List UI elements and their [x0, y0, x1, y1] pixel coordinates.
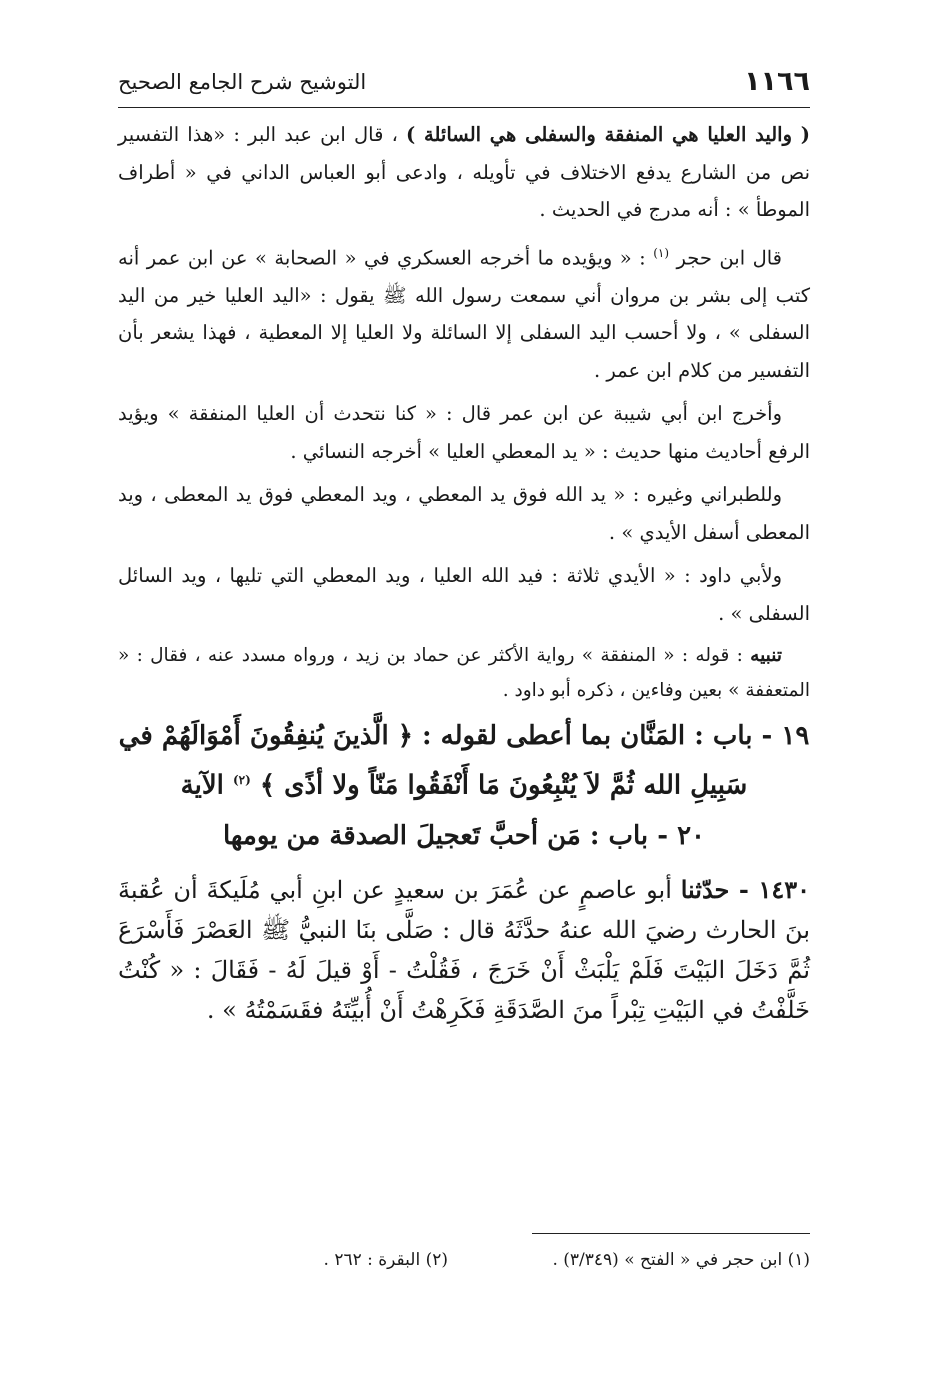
chapter-19-title: ١٩ - باب : المَنَّان بما أعطى لقوله : ﴿ الَّذينَ يُنفِقُونَ أَمْوَالَهُمْ في سَبِيلِ الله ثُمَّ لاَ يُتْبِعُونَ مَا أَنْفَقُوا مَنّاً ولا أذًى ﴾: [118, 721, 810, 801]
tanbih-text: : قوله : « المنفقة » رواية الأكثر عن حماد بن زيد ، ورواه مسدد عنه ، فقال : « المتعففة » بعين وفاءين ، ذكره أبو داود .: [118, 645, 810, 701]
chapter-heading-19: [118, 714, 810, 808]
tanbih-label: تنبيه: [750, 645, 782, 666]
chapter-heading-20: ٢٠ - باب : مَن أحبَّ تَعجيلَ الصدقة من يومها: [223, 820, 705, 851]
footnote-rule: [532, 1233, 810, 1234]
hadith-text: أبو عاصمٍ عن عُمَرَ بن سعيدٍ عن ابنِ أبي مُلَيكةَ أن عُقبةَ بنَ الحارث رضيَ الله عنهُ حدَّثَهُ قال : صَلَّى بنَا النبيُّ ﷺ العَصْرَ فَأَسْرَعَ ثُمَّ دَخَلَ البَيْتَ فَلَمْ يَلْبَثْ أَنْ خَرَجَ ، فَقُلْتُ - أَوْ قيلَ لَهُ - فَقَالَ : « كُنْتُ خَلَّفْتُ في البَيْتِ تِبْراً منَ الصَّدَقَةِ فَكَرِهْتُ أَنْ أُبيِّتَهُ فقَسَمْتُهُ » .: [118, 875, 811, 1024]
paragraph-1: [118, 116, 810, 229]
paragraph-2-text: : « ويؤيده ما أخرجه العسكري في « الصحابة » عن ابن عمر أنه كتب إلى بشر بن مروان أني سمعت رسول الله ﷺ يقول : «اليد العليا خير من اليد السفلى » ، ولا أحسب اليد السفلى إلا السائلة ولا العليا إلا المعطية ، فهذا يشعر بأن التفسير من كلام ابن عمر .: [118, 246, 810, 382]
hadith-number: ١٤٣٠ - حدّثنا: [680, 874, 810, 904]
footnotes: [200, 1250, 810, 1280]
page-header: [118, 66, 810, 106]
page-number: ١١٦٦: [744, 66, 810, 97]
quoted-hadith-phrase: ( واليد العليا هي المنفقة والسفلى هي السائلة ): [406, 123, 810, 146]
footnote-1: (١) ابن حجر في « الفتح » (٣/٣٤٩) .: [552, 1250, 810, 1270]
paragraph-2-lead: قال ابن حجر: [676, 246, 783, 269]
footnote-ref-2: (٢): [232, 773, 251, 787]
main-text: [118, 116, 810, 1030]
chapter-19-ayah-label: الآية: [180, 770, 224, 801]
paragraph-4: وللطبراني وغيره : « يد الله فوق يد المعطي ، ويد المعطي فوق يد المعطى ، ويد المعطى أسفل الأيدي » .: [118, 483, 810, 544]
footnote-2: (٢) البقرة : ٢٦٢ .: [323, 1250, 448, 1270]
header-rule: [118, 107, 810, 108]
paragraph-2: [118, 235, 810, 390]
paragraph-1-text: ، قال ابن عبد البر : «هذا التفسير نص من الشارع يدفع الاختلاف في تأويله ، وادعى أبو العباس الداني في « أطراف الموطأ » : أنه مدرج في الحديث .: [118, 123, 810, 221]
hadith-1430: [118, 870, 810, 1030]
paragraph-3: وأخرج ابن أبي شيبة عن ابن عمر قال : « كنا نتحدث أن العليا المنفقة » ويؤيد الرفع أحاديث منها حديث : « يد المعطي العليا » أخرجه النسائي .: [118, 402, 810, 463]
paragraph-5: ولأبي داود : « الأيدي ثلاثة : فيد الله العليا ، ويد المعطي التي تليها ، ويد السائل السفلى » .: [118, 564, 810, 625]
running-title: التوشيح شرح الجامع الصحيح: [118, 70, 367, 94]
footnote-ref-1: (١): [653, 245, 670, 260]
tanbih-note: [118, 638, 810, 708]
